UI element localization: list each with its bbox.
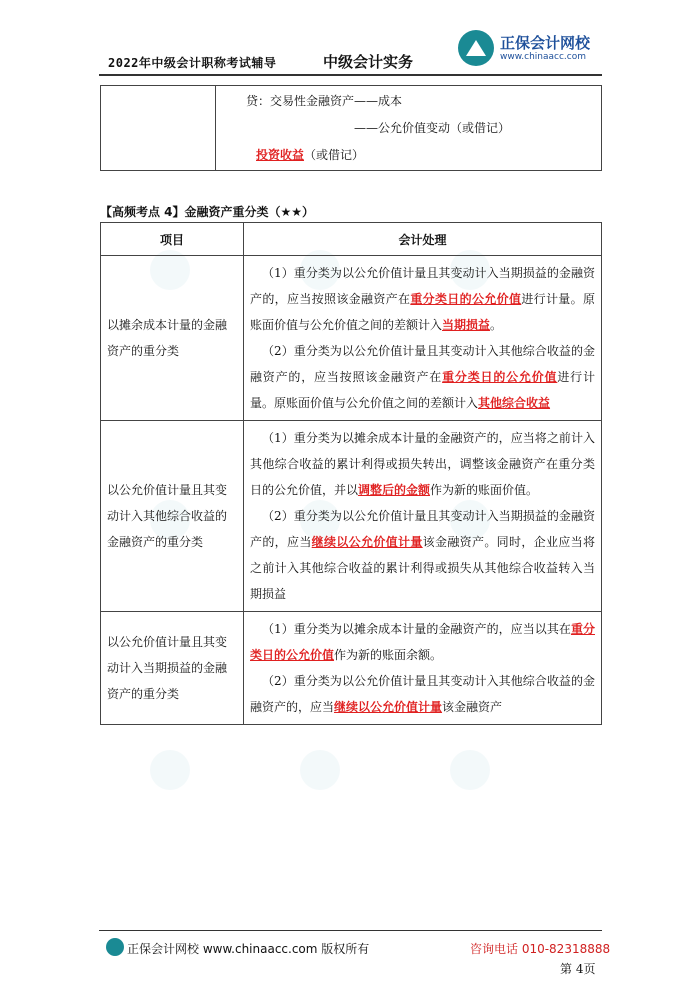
row-treatment <box>244 612 602 725</box>
journal-line-2: ——公允价值变动（或借记） <box>354 121 511 135</box>
row-item: 以摊余成本计量的金融资产的重分类 <box>101 256 244 421</box>
row-item: 以公允价值计量且其变动计入当期损益的金融资产的重分类 <box>101 612 244 725</box>
reclassification-table <box>100 222 602 725</box>
footer-phone: 咨询电话 010-82318888 <box>470 942 611 956</box>
text: （1）重分类为以摊余成本计量的金融资产的，应当将之前计入其他综合收益的累计利得或损失转出，调整该金融资产在重分类日的公允价值，并以 <box>250 431 595 497</box>
highlight-text: 重分类日的公允价值 <box>250 622 595 662</box>
header-subject: 中级会计实务 <box>323 53 414 71</box>
journal-entry-cell <box>216 86 602 171</box>
table-header-row <box>101 223 602 256</box>
logo-icon <box>458 30 494 66</box>
watermark-logo <box>450 750 490 790</box>
text: （2）重分类为以公允价值计量且其变动计入其他综合收益的金融资产的，应当 <box>250 674 595 714</box>
watermark-logo <box>300 750 340 790</box>
text: 进行计量。原账面价值与公允价值之间的差额计入 <box>250 370 595 410</box>
highlight-text: 其他综合收益 <box>478 396 551 410</box>
section-title: 【高频考点 4】金融资产重分类（★★） <box>100 205 315 219</box>
journal-line-3 <box>256 146 364 163</box>
paragraph-1 <box>250 260 595 338</box>
highlight-text: 调整后的金额 <box>358 483 431 497</box>
paragraph-2 <box>250 503 595 607</box>
header-divider <box>99 74 602 76</box>
logo-url: www.chinaacc.com <box>500 52 586 62</box>
page-number: 第 4页 <box>560 962 596 976</box>
row-item: 以公允价值计量且其变动计入其他综合收益的金融资产的重分类 <box>101 421 244 612</box>
watermark-logo <box>150 750 190 790</box>
footer-divider <box>99 930 602 931</box>
text: （1）重分类为以摊余成本计量的金融资产的，应当以其在 <box>262 622 571 636</box>
table-row <box>101 612 602 725</box>
paragraph-1 <box>250 425 595 503</box>
logo-name: 正保会计网校 <box>500 34 591 52</box>
footer-logo-icon <box>106 938 124 956</box>
text: 该金融资产 <box>442 700 503 714</box>
brand-logo <box>458 30 598 70</box>
paragraph-2 <box>250 668 595 720</box>
text: 。 <box>490 318 503 332</box>
text: 该金融资产。同时，企业应当将之前计入其他综合收益的累计利得或损失从其他综合收益转入当期损益 <box>250 535 595 601</box>
row-treatment <box>244 256 602 421</box>
table-row <box>101 421 602 612</box>
continuation-table <box>100 85 602 171</box>
highlight-text: 继续以公允价值计量 <box>311 535 423 549</box>
text: （2）重分类为以公允价值计量且其变动计入当期损益的金融资产的，应当 <box>250 509 595 549</box>
text: 作为新的账面余额。 <box>334 648 443 662</box>
paragraph-2 <box>250 338 595 416</box>
column-header-item: 项目 <box>101 223 244 256</box>
text: （2）重分类为以公允价值计量且其变动计入其他综合收益的金融资产的，应当按照该金融资产在 <box>250 344 595 384</box>
journal-line-3-rest: （或借记） <box>304 148 365 162</box>
header-course-title: 2022年中级会计职称考试辅导 <box>108 56 277 70</box>
table-row <box>101 256 602 421</box>
journal-line-1: 贷：交易性金融资产——成本 <box>246 94 403 108</box>
text: 作为新的账面价值。 <box>430 483 539 497</box>
highlight-text: 重分类日的公允价值 <box>442 370 558 384</box>
highlight-text: 继续以公允价值计量 <box>334 700 443 714</box>
footer-brand: 正保会计网校 www.chinaacc.com 版权所有 <box>127 942 370 956</box>
highlight-text: 投资收益 <box>256 148 305 162</box>
highlight-text: 当期损益 <box>442 318 491 332</box>
text: （1）重分类为以公允价值计量且其变动计入当期损益的金融资产的，应当按照该金融资产在 <box>250 266 595 306</box>
empty-cell <box>101 86 216 171</box>
paragraph-1 <box>250 616 595 668</box>
column-header-treatment: 会计处理 <box>244 223 602 256</box>
highlight-text: 重分类日的公允价值 <box>410 292 522 306</box>
row-treatment <box>244 421 602 612</box>
text: 进行计量。原账面价值与公允价值之间的差额计入 <box>250 292 595 332</box>
